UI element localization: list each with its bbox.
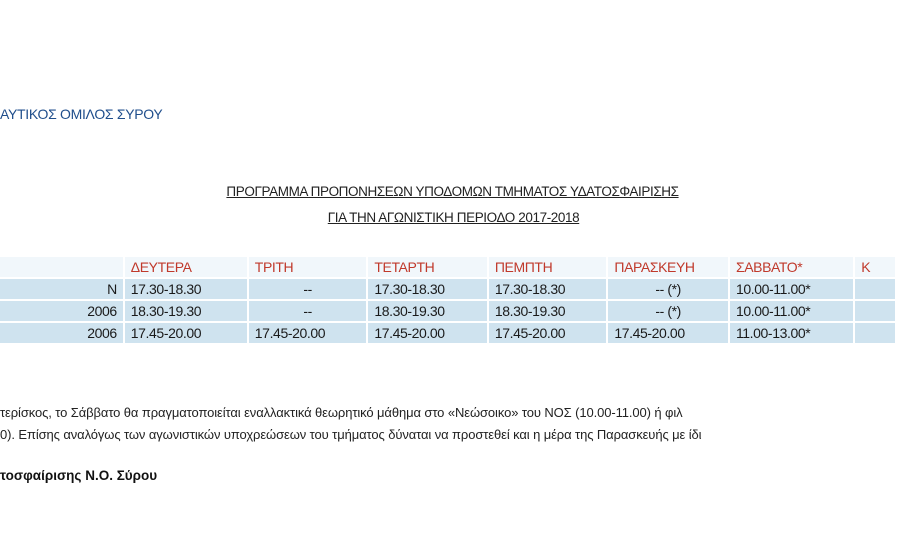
table-cell: 18.30-19.30: [125, 301, 247, 321]
table-row: [0, 301, 895, 321]
footnote-line-2: 0). Επίσης αναλόγως των αγωνιστικών υποχρεώσεων του τμήματος δύναται να προστεθεί και η μέρα της Παρασκευής με ίδι: [0, 427, 702, 442]
table-cell: 11.00-13.00*: [730, 323, 853, 343]
table-cell: 17.45-20.00: [489, 323, 607, 343]
group-cell: Ν: [0, 279, 123, 299]
footnote-line-1: τερίσκος, το Σάββατο θα πραγματοποιείται εναλλακτικά θεωρητικό μάθημα στο «Νεώσοικο» του ΝΟΣ (10.00-11.00) ή φιλ: [0, 405, 683, 420]
table-cell: 17.45-20.00: [368, 323, 486, 343]
header-cell-wednesday: ΤΕΤΑΡΤΗ: [368, 257, 486, 277]
header-cell-monday: ΔΕΥΤΕΡΑ: [125, 257, 247, 277]
header-cell-friday: ΠΑΡΑΣΚΕΥΗ: [608, 257, 728, 277]
table-cell: [855, 279, 895, 299]
table-cell: 10.00-11.00*: [730, 279, 853, 299]
table-cell: 10.00-11.00*: [730, 301, 853, 321]
table-cell: 17.45-20.00: [125, 323, 247, 343]
table-cell: --: [249, 279, 367, 299]
table-cell: 18.30-19.30: [368, 301, 486, 321]
table-cell: 18.30-19.30: [489, 301, 607, 321]
table-cell: 17.30-18.30: [125, 279, 247, 299]
table-cell: 17.30-18.30: [368, 279, 486, 299]
schedule-table: [0, 255, 897, 345]
table-header-row: [0, 257, 895, 277]
table-cell: [855, 301, 895, 321]
table-cell: 17.45-20.00: [608, 323, 728, 343]
table-cell: 17.30-18.30: [489, 279, 607, 299]
table-row: [0, 279, 895, 299]
table-cell: [855, 323, 895, 343]
table-cell: --: [249, 301, 367, 321]
schedule-title: ΠΡΟΓΡΑΜΜΑ ΠΡΟΠΟΝΗΣΕΩΝ ΥΠΟΔΟΜΩΝ ΤΜΗΜΑΤΟΣ ΥΔΑΤΟΣΦΑΙΡΙΣΗΣ: [226, 184, 679, 199]
club-name: ΑΥΤΙΚΟΣ ΟΜΙΛΟΣ ΣΥΡΟΥ: [0, 106, 163, 122]
header-cell-tuesday: ΤΡΙΤΗ: [249, 257, 367, 277]
header-cell-thursday: ΠΕΜΠΤΗ: [489, 257, 607, 277]
header-cell-group: [0, 257, 123, 277]
table-cell: -- (*): [608, 301, 728, 321]
header-cell-saturday: ΣΑΒΒΑΤΟ*: [730, 257, 853, 277]
table-cell: 17.45-20.00: [249, 323, 367, 343]
group-cell: 2006: [0, 301, 123, 321]
header-cell-sunday: Κ: [855, 257, 895, 277]
schedule-subtitle: ΓΙΑ ΤΗΝ ΑΓΩΝΙΣΤΙΚΗ ΠΕΡΙΟΔΟ 2017-2018: [327, 210, 580, 225]
table-row: [0, 323, 895, 343]
group-cell: 2006: [0, 323, 123, 343]
signature: τοσφαίρισης Ν.Ο. Σύρου: [0, 468, 158, 483]
table-cell: -- (*): [608, 279, 728, 299]
